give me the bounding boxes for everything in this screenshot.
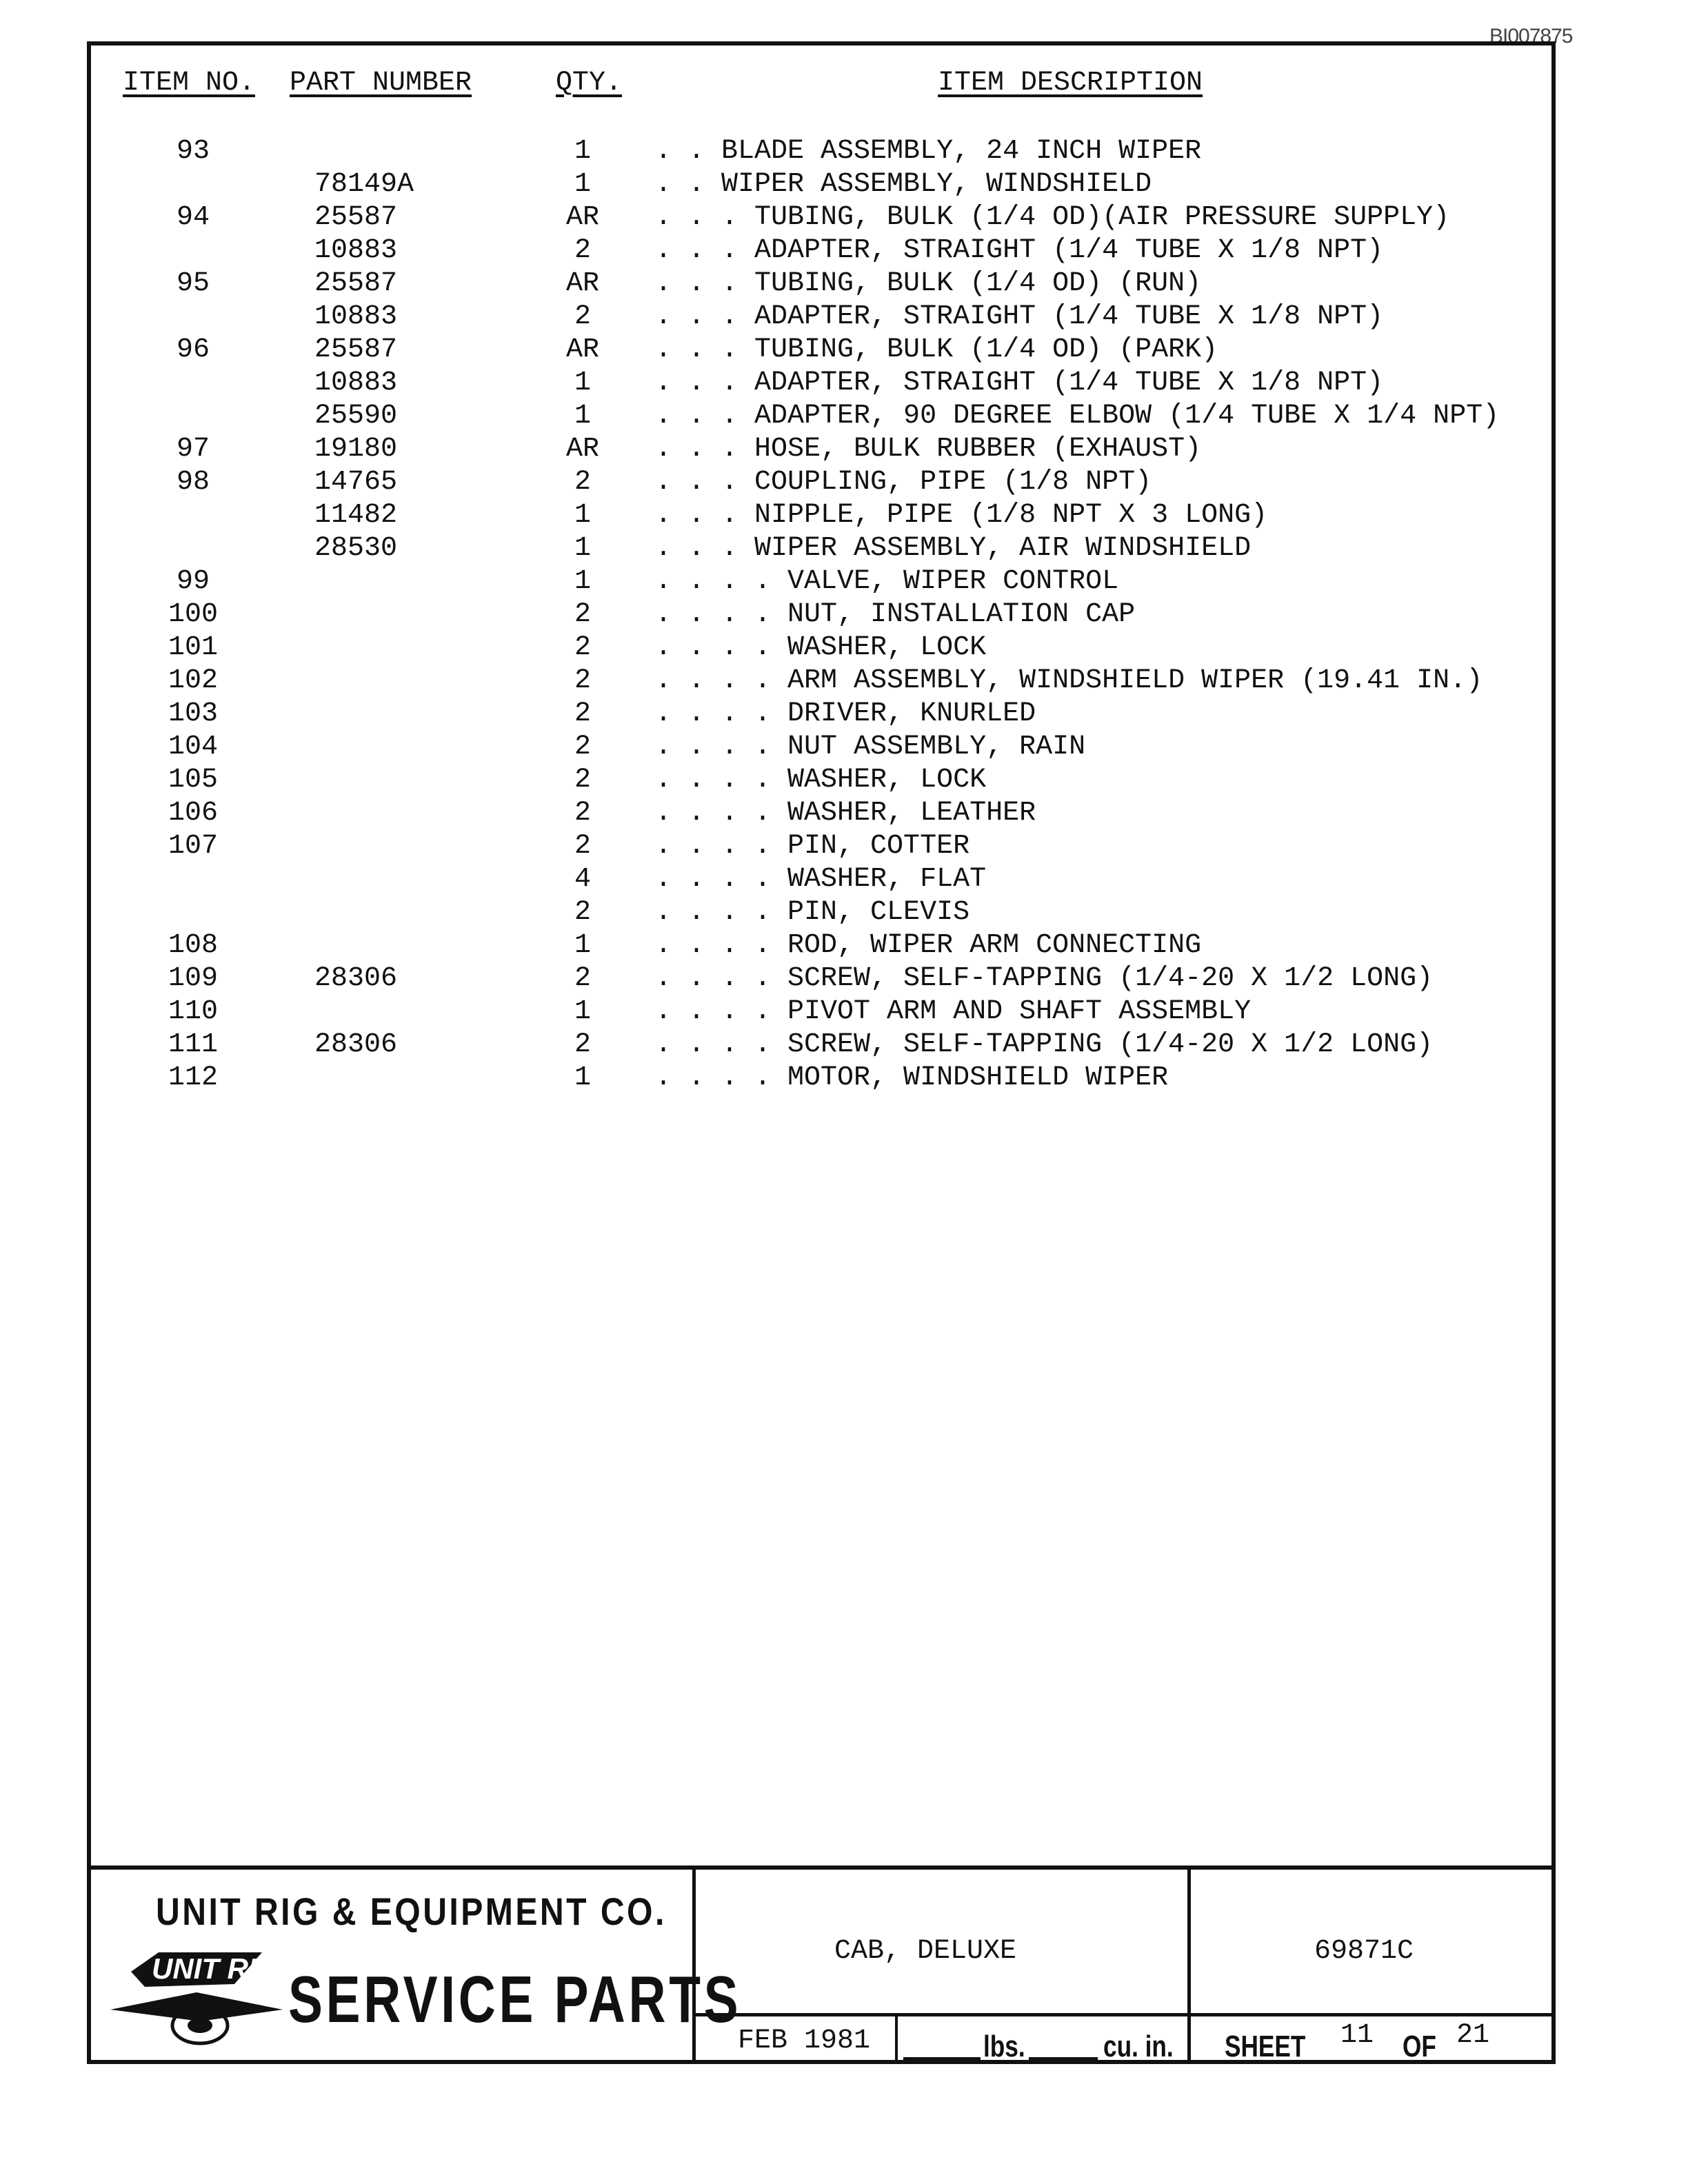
item-description: . . . . PIN, CLEVIS: [655, 897, 970, 928]
item-description: . . . . PIVOT ARM AND SHAFT ASSEMBLY: [655, 996, 1252, 1027]
table-row: [0, 962, 1688, 995]
table-row: [0, 995, 1688, 1029]
table-row: [0, 1062, 1688, 1095]
part-number: 10883: [314, 367, 398, 398]
item-number: 109: [168, 963, 218, 994]
quantity: 4: [574, 864, 591, 895]
quantity: AR: [565, 434, 599, 465]
title-block-divider: [895, 2016, 898, 2064]
item-description: . . . HOSE, BULK RUBBER (EXHAUST): [655, 434, 1202, 465]
part-number: 10883: [314, 301, 398, 332]
table-row: [0, 665, 1688, 698]
table-row: [0, 400, 1688, 433]
header-item-description: ITEM DESCRIPTION: [938, 68, 1203, 99]
item-description: . . . . DRIVER, KNURLED: [655, 698, 1036, 729]
part-number: 28530: [314, 533, 398, 564]
quantity: 1: [574, 401, 591, 432]
item-number: 107: [168, 831, 218, 862]
item-description: . . . . NUT ASSEMBLY, RAIN: [655, 731, 1086, 762]
quantity: 2: [574, 632, 591, 663]
item-description: . . . NIPPLE, PIPE (1/8 NPT X 3 LONG): [655, 500, 1268, 531]
unit-rig-logo: [103, 1944, 290, 2061]
header-qty: QTY.: [556, 68, 623, 99]
quantity: 2: [574, 731, 591, 762]
service-parts-label: SERVICE PARTS: [288, 1963, 742, 2036]
item-number: 102: [168, 665, 218, 696]
item-number: 99: [176, 566, 210, 597]
item-number: 112: [168, 1062, 218, 1093]
part-number: 28306: [314, 963, 398, 994]
item-number: 97: [176, 434, 210, 465]
table-row: [0, 631, 1688, 665]
weight-label: lbs.: [983, 2030, 1025, 2063]
quantity: 2: [574, 831, 591, 862]
item-number: 95: [176, 268, 210, 299]
quantity: 1: [574, 169, 591, 200]
item-description: . . . TUBING, BULK (1/4 OD)(AIR PRESSURE SUPPLY): [655, 202, 1450, 233]
table-row: [0, 168, 1688, 201]
quantity: 2: [574, 235, 591, 266]
item-description: . . . . WASHER, FLAT: [655, 864, 987, 895]
title-block-divider: [1187, 1866, 1191, 2064]
company-name: UNIT RIG & EQUIPMENT CO.: [156, 1890, 667, 1933]
table-row: [0, 863, 1688, 896]
header-item-no: ITEM NO.: [123, 68, 256, 99]
item-description: . . . . WASHER, LOCK: [655, 765, 987, 796]
issue-date: FEB 1981: [738, 2025, 871, 2056]
table-row: [0, 499, 1688, 532]
item-description: . . . . WASHER, LEATHER: [655, 798, 1036, 829]
drawing-number: 69871C: [1314, 1936, 1414, 1967]
item-number: 96: [176, 334, 210, 365]
item-description: . . . . VALVE, WIPER CONTROL: [655, 566, 1119, 597]
table-row: [0, 598, 1688, 631]
item-description: . . . COUPLING, PIPE (1/8 NPT): [655, 467, 1152, 498]
table-row: [0, 201, 1688, 234]
item-number: 110: [168, 996, 218, 1027]
item-number: 98: [176, 467, 210, 498]
item-description: . . . ADAPTER, STRAIGHT (1/4 TUBE X 1/8 NPT): [655, 235, 1384, 266]
quantity: 2: [574, 467, 591, 498]
quantity: 2: [574, 963, 591, 994]
sheet-number: 11: [1340, 2020, 1374, 2051]
item-description: . . . . MOTOR, WINDSHIELD WIPER: [655, 1062, 1169, 1093]
item-description: . . . WIPER ASSEMBLY, AIR WINDSHIELD: [655, 533, 1252, 564]
table-row: [0, 565, 1688, 598]
quantity: 2: [574, 698, 591, 729]
item-number: 111: [168, 1029, 218, 1060]
item-number: 94: [176, 202, 210, 233]
quantity: 2: [574, 665, 591, 696]
item-number: 103: [168, 698, 218, 729]
quantity: 2: [574, 897, 591, 928]
table-row: [0, 267, 1688, 301]
drawing-title: CAB, DELUXE: [834, 1936, 1017, 1967]
item-description: . . . . SCREW, SELF-TAPPING (1/4-20 X 1/2 LONG): [655, 1029, 1434, 1060]
volume-label: cu. in.: [1103, 2030, 1174, 2063]
quantity: 2: [574, 765, 591, 796]
table-row: [0, 797, 1688, 830]
table-row: [0, 764, 1688, 797]
item-description: . . . TUBING, BULK (1/4 OD) (RUN): [655, 268, 1202, 299]
quantity: 1: [574, 1062, 591, 1093]
quantity: 1: [574, 367, 591, 398]
title-block-divider: [692, 2013, 1556, 2016]
part-number: 19180: [314, 434, 398, 465]
quantity: AR: [565, 268, 599, 299]
header-part-number: PART NUMBER: [290, 68, 472, 99]
quantity: 2: [574, 301, 591, 332]
item-number: 106: [168, 798, 218, 829]
table-row: [0, 830, 1688, 863]
item-number: 93: [176, 136, 210, 167]
item-number: 104: [168, 731, 218, 762]
item-description: . . . . WASHER, LOCK: [655, 632, 987, 663]
table-row: [0, 135, 1688, 168]
quantity: AR: [565, 334, 599, 365]
quantity: 1: [574, 136, 591, 167]
part-number: 25587: [314, 202, 398, 233]
table-row: [0, 367, 1688, 400]
table-row: [0, 433, 1688, 466]
parts-list: [0, 135, 1688, 1095]
document-id: BI007875: [1489, 25, 1573, 48]
sheet-total: 21: [1456, 2020, 1490, 2051]
item-description: . . . . PIN, COTTER: [655, 831, 970, 862]
table-row: [0, 1029, 1688, 1062]
table-row: [0, 234, 1688, 267]
quantity: 1: [574, 930, 591, 961]
table-row: [0, 929, 1688, 962]
item-number: 101: [168, 632, 218, 663]
volume-blank: [1029, 2057, 1098, 2060]
quantity: 2: [574, 798, 591, 829]
weight-blank: [903, 2057, 981, 2060]
part-number: 10883: [314, 235, 398, 266]
quantity: AR: [565, 202, 599, 233]
quantity: 1: [574, 533, 591, 564]
part-number: 14765: [314, 467, 398, 498]
item-description: . . . ADAPTER, STRAIGHT (1/4 TUBE X 1/8 NPT): [655, 367, 1384, 398]
item-number: 105: [168, 765, 218, 796]
item-description: . . . . ARM ASSEMBLY, WINDSHIELD WIPER (19.41 IN.): [655, 665, 1483, 696]
of-label: OF: [1403, 2030, 1436, 2063]
logo-text: UNIT RIG: [152, 1952, 279, 1985]
sheet-label: SHEET: [1225, 2030, 1306, 2063]
table-row: [0, 731, 1688, 764]
part-number: 25587: [314, 268, 398, 299]
part-number: 25587: [314, 334, 398, 365]
item-description: . . . . ROD, WIPER ARM CONNECTING: [655, 930, 1202, 961]
table-row: [0, 334, 1688, 367]
item-number: 100: [168, 599, 218, 630]
item-description: . . . TUBING, BULK (1/4 OD) (PARK): [655, 334, 1218, 365]
item-description: . . . ADAPTER, STRAIGHT (1/4 TUBE X 1/8 NPT): [655, 301, 1384, 332]
table-row: [0, 466, 1688, 499]
quantity: 2: [574, 599, 591, 630]
item-description: . . . ADAPTER, 90 DEGREE ELBOW (1/4 TUBE X 1/4 NPT): [655, 401, 1500, 432]
part-number: 25590: [314, 401, 398, 432]
table-row: [0, 896, 1688, 929]
table-row: [0, 698, 1688, 731]
table-row: [0, 532, 1688, 565]
table-row: [0, 301, 1688, 334]
item-description: . . . . SCREW, SELF-TAPPING (1/4-20 X 1/2 LONG): [655, 963, 1434, 994]
quantity: 1: [574, 566, 591, 597]
quantity: 1: [574, 500, 591, 531]
item-description: . . BLADE ASSEMBLY, 24 INCH WIPER: [655, 136, 1202, 167]
part-number: 28306: [314, 1029, 398, 1060]
quantity: 2: [574, 1029, 591, 1060]
item-number: 108: [168, 930, 218, 961]
item-description: . . WIPER ASSEMBLY, WINDSHIELD: [655, 169, 1152, 200]
part-number: 11482: [314, 500, 398, 531]
item-description: . . . . NUT, INSTALLATION CAP: [655, 599, 1136, 630]
part-number: 78149A: [314, 169, 414, 200]
quantity: 1: [574, 996, 591, 1027]
